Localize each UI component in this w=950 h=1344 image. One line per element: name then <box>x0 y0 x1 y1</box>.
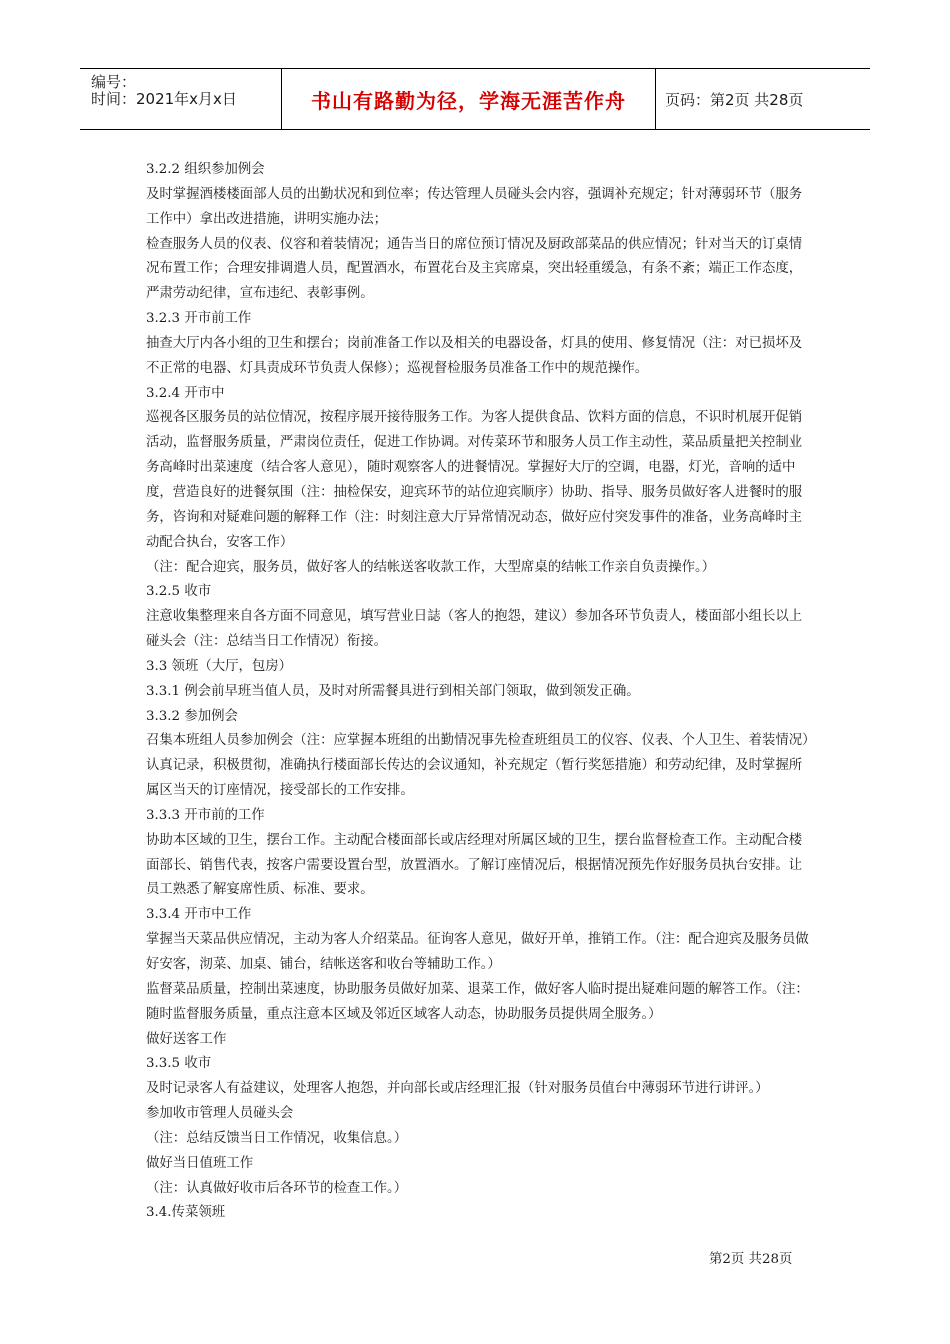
document-body <box>146 158 810 1226</box>
paragraph: 抽查大厅内各小组的卫生和摆台；岗前准备工作以及相关的电器设备，灯具的使用、修复情况（注：对已损坏及不正常的电器、灯具责成环节负责人保修）；巡视督检服务员准备工作中的规范操作。 <box>146 335 803 376</box>
paragraph: 巡视各区服务员的站位情况，按程序展开接待服务工作。为客人提供食品、饮料方面的信息，不识时机展开促销活动，监督服务质量，严肃岗位责任，促进工作协调。对传菜环节和服务人员工作主动性，菜品质量把关控制业务高峰时出菜速度（结合客人意见），随时观察客人的进餐情况。掌握好大厅的空调，电器，灯光，音响的适中度，营造良好的进餐氛围（注：抽检保安，迎宾环节的站位迎宾顺序）协助、指导、服务员做好客人进餐时的服务，咨询和对疑难问题的解释工作（注：时刻注意大厅异常情况动态，做好应付突发事件的准备，业务高峰时主动配合执台，安客工作） <box>146 410 803 550</box>
paragraph: 召集本班组人员参加例会（注：应掌握本班组的出勤情况事先检查班组员工的仪容、仪表、个人卫生、着装情况）认真记录，积极贯彻，准确执行楼面部长传达的会议通知，补充规定（暂行奖惩措施）和劳动纪律，及时掌握所属区当天的订座情况，接受部长的工作安排。 <box>146 733 809 799</box>
paragraph: 3.3 领班（大厅，包房） <box>146 658 293 674</box>
paragraph: 3.2.3 开市前工作 <box>146 311 252 327</box>
paragraph: 3.3.5 收市 <box>146 1056 212 1072</box>
paragraph: 做好送客工作 <box>146 1031 227 1047</box>
header-motto-cell <box>282 69 656 129</box>
header-page-cell <box>656 69 870 129</box>
paragraph: 3.2.4 开市中 <box>146 385 225 401</box>
header-page-number: 页码：第2页 共28页 <box>665 90 804 109</box>
document-number-label: 编号： <box>91 73 137 91</box>
paragraph: 及时记录客人有益建议，处理客人抱怨，并向部长或店经理汇报（针对服务员值台中薄弱环节进行讲评。） <box>146 1081 769 1097</box>
paragraph: 3.3.2 参加例会 <box>146 708 238 724</box>
paragraph: 检查服务人员的仪表、仪容和着装情况；通告当日的席位预订情况及厨政部菜品的供应情况；针对当天的订桌情况布置工作；合理安排调遣人员，配置酒水，布置花台及主宾席桌，突出轻重缓急，有条不紊；端正工作态度，严肃劳动纪律，宣布违纪、表彰事例。 <box>146 236 803 302</box>
paragraph: （注：配合迎宾，服务员，做好客人的结帐送客收款工作，大型席桌的结帐工作亲自负责操作。） <box>146 559 716 575</box>
paragraph: 做好当日值班工作 <box>146 1155 254 1171</box>
paragraph: 3.3.3 开市前的工作 <box>146 807 265 823</box>
paragraph: 3.3.1 例会前早班当值人员，及时对所需餐具进行到相关部门领取，做到领发正确。 <box>146 683 640 699</box>
paragraph: 3.4.传菜领班 <box>146 1205 226 1221</box>
paragraph: 掌握当天菜品供应情况，主动为客人介绍菜品。征询客人意见，做好开单，推销工作。（注：配合迎宾及服务员做好安客，沏菜、加桌、铺台，结帐送客和收台等辅助工作。） <box>146 932 809 972</box>
paragraph: 协助本区域的卫生，摆台工作。主动配合楼面部长或店经理对所属区域的卫生，摆台监督检查工作。主动配合楼面部长、销售代表，按客户需要设置台型，放置酒水。了解订座情况后，根据情况预先作好服务员执台安排。让员工熟悉了解宴席性质、标准、要求。 <box>146 832 803 898</box>
paragraph: （注：总结反馈当日工作情况，收集信息。） <box>146 1130 408 1146</box>
paragraph: 监督菜品质量，控制出菜速度，协助服务员做好加菜、退菜工作，做好客人临时提出疑难问题的解答工作。（注：随时监督服务质量，重点注意本区域及邻近区域客人动态，协助服务员提供周全服务。） <box>146 981 809 1022</box>
page-footer: 第2页 共28页 <box>709 1252 793 1267</box>
paragraph: 参加收市管理人员碰头会 <box>146 1106 294 1122</box>
paragraph: 3.2.2 组织参加例会 <box>146 162 265 177</box>
document-header <box>80 68 870 130</box>
paragraph: 3.2.5 收市 <box>146 584 212 600</box>
header-meta-cell <box>80 69 282 129</box>
paragraph: 注意收集整理来自各方面不同意见，填写营业日誌（客人的抱怨，建议）参加各环节负责人，楼面部小组长以上碰头会（注：总结当日工作情况）衔接。 <box>146 609 803 650</box>
document-date-label: 时间：2021年x月x日 <box>91 90 237 108</box>
paragraph: 3.3.4 开市中工作 <box>146 907 252 923</box>
paragraph: （注：认真做好收市后各环节的检查工作。） <box>146 1180 408 1196</box>
paragraph: 及时掌握酒楼楼面部人员的出勤状况和到位率；传达管理人员碰头会内容，强调补充规定；针对薄弱环节（服务工作中）拿出改进措施，讲明实施办法； <box>146 186 803 227</box>
header-motto: 书山有路勤为径，学海无涯苦作舟 <box>311 88 626 113</box>
